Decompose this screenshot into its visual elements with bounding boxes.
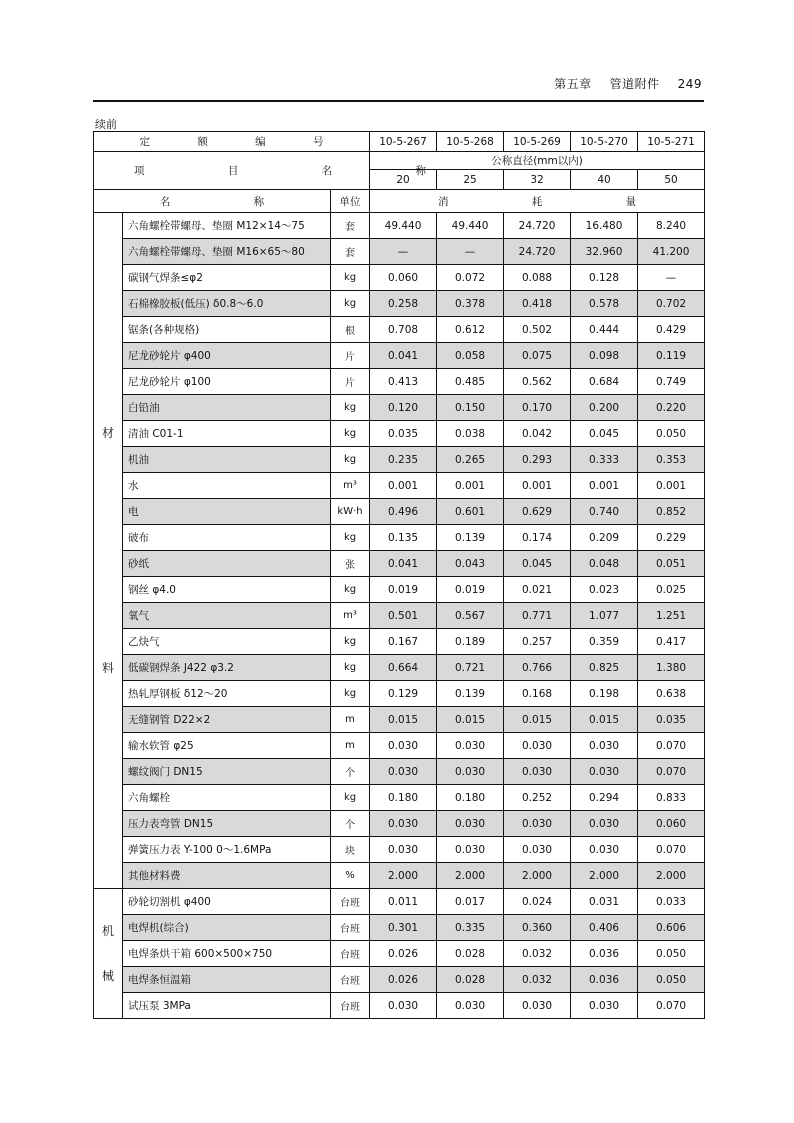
consumption-value: 0.019 bbox=[437, 577, 504, 603]
consumption-value: 0.001 bbox=[370, 473, 437, 499]
table-row bbox=[94, 967, 705, 993]
consumption-value: 0.035 bbox=[370, 421, 437, 447]
consumption-value: 0.833 bbox=[638, 785, 705, 811]
item-unit: 台班 bbox=[331, 915, 370, 941]
consumption-value: 0.120 bbox=[370, 395, 437, 421]
continued-label: 续前 bbox=[95, 118, 117, 131]
consumption-value: 0.017 bbox=[437, 889, 504, 915]
item-unit: % bbox=[331, 863, 370, 889]
item-unit: 套 bbox=[331, 213, 370, 239]
item-unit: 块 bbox=[331, 837, 370, 863]
consumption-value: 0.135 bbox=[370, 525, 437, 551]
item-name: 输水软管 φ25 bbox=[123, 733, 331, 759]
quota-code: 10-5-271 bbox=[638, 132, 705, 152]
item-name: 电焊条烘干箱 600×500×750 bbox=[123, 941, 331, 967]
consumption-value: 0.041 bbox=[370, 551, 437, 577]
item-name: 六角螺栓 bbox=[123, 785, 331, 811]
consumption-value: 24.720 bbox=[504, 213, 571, 239]
consumption-value: 0.852 bbox=[638, 499, 705, 525]
table-row bbox=[94, 525, 705, 551]
item-unit: m bbox=[331, 707, 370, 733]
item-unit: m³ bbox=[331, 603, 370, 629]
consumption-value: 0.045 bbox=[504, 551, 571, 577]
consumption-value: 0.139 bbox=[437, 525, 504, 551]
category-char: 械 bbox=[101, 968, 114, 983]
consumption-value: 0.030 bbox=[571, 759, 638, 785]
consumption-value: 0.359 bbox=[571, 629, 638, 655]
consumption-value: 0.721 bbox=[437, 655, 504, 681]
consumption-value: 0.030 bbox=[370, 759, 437, 785]
item-unit: 个 bbox=[331, 759, 370, 785]
consumption-value: 0.058 bbox=[437, 343, 504, 369]
item-name: 无缝钢管 D22×2 bbox=[123, 707, 331, 733]
consumption-value: 0.015 bbox=[437, 707, 504, 733]
consumption-value: 0.028 bbox=[437, 941, 504, 967]
diameter-label: 公称直径(mm以内) bbox=[370, 152, 705, 170]
item-name: 乙炔气 bbox=[123, 629, 331, 655]
consumption-value: 0.485 bbox=[437, 369, 504, 395]
item-unit: 个 bbox=[331, 811, 370, 837]
quota-code-row bbox=[94, 132, 705, 152]
consumption-value: 0.030 bbox=[370, 993, 437, 1019]
consumption-value: 0.001 bbox=[504, 473, 571, 499]
consumption-value: 0.496 bbox=[370, 499, 437, 525]
consumption-value: 0.771 bbox=[504, 603, 571, 629]
consumption-value: 0.612 bbox=[437, 317, 504, 343]
item-unit: 根 bbox=[331, 317, 370, 343]
item-unit: 套 bbox=[331, 239, 370, 265]
consumption-value: 0.378 bbox=[437, 291, 504, 317]
consumption-value: 0.026 bbox=[370, 941, 437, 967]
consumption-value: 0.030 bbox=[370, 811, 437, 837]
consumption-value: 0.150 bbox=[437, 395, 504, 421]
diameter-value: 25 bbox=[437, 170, 504, 190]
page-number: 249 bbox=[677, 77, 702, 91]
consumption-value: 0.030 bbox=[571, 811, 638, 837]
item-name: 砂轮切割机 φ400 bbox=[123, 889, 331, 915]
consumption-value: 0.578 bbox=[571, 291, 638, 317]
consumption-value: 0.030 bbox=[437, 811, 504, 837]
consumption-value: 0.030 bbox=[504, 733, 571, 759]
consumption-value: 32.960 bbox=[571, 239, 638, 265]
item-name: 氧气 bbox=[123, 603, 331, 629]
table-row bbox=[94, 291, 705, 317]
consumption-value: 0.562 bbox=[504, 369, 571, 395]
consumption-value: 0.235 bbox=[370, 447, 437, 473]
item-unit: 张 bbox=[331, 551, 370, 577]
item-label: 项 目 名 称 bbox=[94, 152, 370, 190]
quota-label: 定 额 编 号 bbox=[94, 132, 370, 152]
item-name: 水 bbox=[123, 473, 331, 499]
item-name: 尼龙砂轮片 φ400 bbox=[123, 343, 331, 369]
consumption-value: 0.045 bbox=[571, 421, 638, 447]
table-row bbox=[94, 499, 705, 525]
consumption-value: 0.043 bbox=[437, 551, 504, 577]
consumption-value: 0.119 bbox=[638, 343, 705, 369]
category-char: 料 bbox=[101, 660, 114, 675]
item-name: 六角螺栓带螺母、垫圈 M16×65～80 bbox=[123, 239, 331, 265]
table-row bbox=[94, 239, 705, 265]
table-row bbox=[94, 837, 705, 863]
consumption-value: 0.606 bbox=[638, 915, 705, 941]
table-row bbox=[94, 915, 705, 941]
consumption-value: 41.200 bbox=[638, 239, 705, 265]
table-row bbox=[94, 941, 705, 967]
table-row bbox=[94, 889, 705, 915]
consumption-value: 0.033 bbox=[638, 889, 705, 915]
consumption-value: 0.070 bbox=[638, 733, 705, 759]
item-name: 电 bbox=[123, 499, 331, 525]
consumption-value: 0.252 bbox=[504, 785, 571, 811]
consumption-value: 0.360 bbox=[504, 915, 571, 941]
item-unit: kg bbox=[331, 681, 370, 707]
consumption-value: 0.601 bbox=[437, 499, 504, 525]
consumption-value: 0.825 bbox=[571, 655, 638, 681]
page-header bbox=[93, 73, 704, 99]
consumption-value: — bbox=[370, 239, 437, 265]
diameter-label-row bbox=[94, 152, 705, 170]
item-unit: 台班 bbox=[331, 967, 370, 993]
consumption-value: 0.418 bbox=[504, 291, 571, 317]
table-row bbox=[94, 447, 705, 473]
consumption-value: 0.028 bbox=[437, 967, 504, 993]
consumption-value: — bbox=[437, 239, 504, 265]
item-unit: 台班 bbox=[331, 993, 370, 1019]
consumption-value: 0.070 bbox=[638, 837, 705, 863]
item-name: 白铅油 bbox=[123, 395, 331, 421]
table-row bbox=[94, 213, 705, 239]
consumption-value: 0.740 bbox=[571, 499, 638, 525]
table-row bbox=[94, 655, 705, 681]
consumption-value: 0.766 bbox=[504, 655, 571, 681]
consumption-value: 0.257 bbox=[504, 629, 571, 655]
consumption-value: 0.229 bbox=[638, 525, 705, 551]
consumption-value: 0.174 bbox=[504, 525, 571, 551]
table-row bbox=[94, 733, 705, 759]
consumption-value: 0.168 bbox=[504, 681, 571, 707]
consumption-value: 0.030 bbox=[370, 733, 437, 759]
consumption-value: 16.480 bbox=[571, 213, 638, 239]
table-row bbox=[94, 577, 705, 603]
consumption-value: 0.629 bbox=[504, 499, 571, 525]
consumption-value: 2.000 bbox=[370, 863, 437, 889]
consumption-value: 0.501 bbox=[370, 603, 437, 629]
item-name: 其他材料费 bbox=[123, 863, 331, 889]
chapter-title: 管道附件 bbox=[609, 77, 660, 91]
item-name: 清油 C01-1 bbox=[123, 421, 331, 447]
item-name: 锯条(各种规格) bbox=[123, 317, 331, 343]
table-row bbox=[94, 629, 705, 655]
consumption-value: 8.240 bbox=[638, 213, 705, 239]
category-char: 材 bbox=[101, 426, 114, 441]
consumption-value: 0.129 bbox=[370, 681, 437, 707]
quota-table bbox=[93, 131, 705, 1019]
consumption-value: 0.294 bbox=[571, 785, 638, 811]
item-unit: m bbox=[331, 733, 370, 759]
consumption-value: 0.038 bbox=[437, 421, 504, 447]
consumption-value: 0.098 bbox=[571, 343, 638, 369]
consumption-value: 0.036 bbox=[571, 941, 638, 967]
item-unit: 台班 bbox=[331, 889, 370, 915]
consumption-value: 0.026 bbox=[370, 967, 437, 993]
item-unit: 片 bbox=[331, 369, 370, 395]
consumption-value: 0.258 bbox=[370, 291, 437, 317]
table-row bbox=[94, 707, 705, 733]
chapter-label: 第五章 bbox=[554, 77, 592, 91]
table-row bbox=[94, 811, 705, 837]
unit-header: 单位 bbox=[331, 190, 370, 213]
consumption-value: 0.030 bbox=[504, 993, 571, 1019]
category-char: 机 bbox=[101, 924, 114, 939]
consumption-value: 0.638 bbox=[638, 681, 705, 707]
consumption-value: 0.664 bbox=[370, 655, 437, 681]
consumption-value: 0.031 bbox=[571, 889, 638, 915]
consumption-value: 0.684 bbox=[571, 369, 638, 395]
item-name: 砂纸 bbox=[123, 551, 331, 577]
table-row bbox=[94, 421, 705, 447]
consumption-value: 0.413 bbox=[370, 369, 437, 395]
consumption-value: 0.030 bbox=[370, 837, 437, 863]
consumption-value: 0.011 bbox=[370, 889, 437, 915]
item-name: 尼龙砂轮片 φ100 bbox=[123, 369, 331, 395]
consumption-value: 24.720 bbox=[504, 239, 571, 265]
item-unit: m³ bbox=[331, 473, 370, 499]
consumption-value: 0.001 bbox=[638, 473, 705, 499]
consumption-value: 0.301 bbox=[370, 915, 437, 941]
consumption-value: 0.035 bbox=[638, 707, 705, 733]
consumption-value: 1.251 bbox=[638, 603, 705, 629]
consumption-value: 0.030 bbox=[504, 837, 571, 863]
consumption-value: 0.032 bbox=[504, 941, 571, 967]
consumption-value: 0.180 bbox=[437, 785, 504, 811]
consumption-value: 0.042 bbox=[504, 421, 571, 447]
consumption-value: 0.048 bbox=[571, 551, 638, 577]
consumption-value: 49.440 bbox=[437, 213, 504, 239]
consumption-value: 0.567 bbox=[437, 603, 504, 629]
materials-category-label bbox=[94, 213, 123, 889]
consumption-value: 1.077 bbox=[571, 603, 638, 629]
consumption-value: 0.030 bbox=[504, 811, 571, 837]
item-name: 破布 bbox=[123, 525, 331, 551]
item-unit: kg bbox=[331, 577, 370, 603]
consumption-value: 0.030 bbox=[571, 837, 638, 863]
diameter-value: 40 bbox=[571, 170, 638, 190]
consumption-value: 0.050 bbox=[638, 941, 705, 967]
consumption-value: 0.025 bbox=[638, 577, 705, 603]
consumption-value: 0.335 bbox=[437, 915, 504, 941]
consumption-value: 0.502 bbox=[504, 317, 571, 343]
item-name: 热轧厚钢板 δ12～20 bbox=[123, 681, 331, 707]
consumption-value: 0.189 bbox=[437, 629, 504, 655]
item-name: 电焊机(综合) bbox=[123, 915, 331, 941]
item-name: 石棉橡胶板(低压) δ0.8～6.0 bbox=[123, 291, 331, 317]
item-name: 弹簧压力表 Y-100 0～1.6MPa bbox=[123, 837, 331, 863]
consumption-value: 0.220 bbox=[638, 395, 705, 421]
item-name: 钢丝 φ4.0 bbox=[123, 577, 331, 603]
item-unit: kg bbox=[331, 395, 370, 421]
item-name: 电焊条恒温箱 bbox=[123, 967, 331, 993]
item-name: 碳钢气焊条≤φ2 bbox=[123, 265, 331, 291]
consumption-value: 0.333 bbox=[571, 447, 638, 473]
table-row bbox=[94, 395, 705, 421]
consumption-value: 0.030 bbox=[437, 837, 504, 863]
table-row bbox=[94, 863, 705, 889]
machinery-category-label bbox=[94, 889, 123, 1019]
consumption-value: 0.030 bbox=[437, 759, 504, 785]
table-row bbox=[94, 265, 705, 291]
consumption-value: 0.032 bbox=[504, 967, 571, 993]
item-name: 试压泵 3MPa bbox=[123, 993, 331, 1019]
item-unit: kg bbox=[331, 785, 370, 811]
quota-code: 10-5-268 bbox=[437, 132, 504, 152]
header-text bbox=[536, 75, 702, 92]
consumption-value: 0.708 bbox=[370, 317, 437, 343]
item-name: 低碳钢焊条 J422 φ3.2 bbox=[123, 655, 331, 681]
consumption-value: 0.015 bbox=[504, 707, 571, 733]
item-unit: kg bbox=[331, 447, 370, 473]
consumption-value: 0.353 bbox=[638, 447, 705, 473]
table-row bbox=[94, 317, 705, 343]
consumption-value: 0.015 bbox=[370, 707, 437, 733]
consumption-value: 0.198 bbox=[571, 681, 638, 707]
table-row bbox=[94, 551, 705, 577]
consumption-value: 0.417 bbox=[638, 629, 705, 655]
consumption-value: 0.060 bbox=[638, 811, 705, 837]
consumption-value: 0.036 bbox=[571, 967, 638, 993]
item-unit: kg bbox=[331, 655, 370, 681]
item-name: 螺纹阀门 DN15 bbox=[123, 759, 331, 785]
consumption-value: 0.050 bbox=[638, 421, 705, 447]
consumption-value: 0.293 bbox=[504, 447, 571, 473]
consumption-value: 0.075 bbox=[504, 343, 571, 369]
table-row bbox=[94, 785, 705, 811]
consumption-header: 消 耗 量 bbox=[370, 190, 705, 213]
consumption-value: 0.072 bbox=[437, 265, 504, 291]
consumption-value: 0.702 bbox=[638, 291, 705, 317]
consumption-value: 0.429 bbox=[638, 317, 705, 343]
consumption-value: 0.030 bbox=[571, 733, 638, 759]
consumption-value: 1.380 bbox=[638, 655, 705, 681]
consumption-value: 0.265 bbox=[437, 447, 504, 473]
consumption-value: 2.000 bbox=[437, 863, 504, 889]
consumption-value: 0.070 bbox=[638, 759, 705, 785]
item-name: 压力表弯管 DN15 bbox=[123, 811, 331, 837]
consumption-value: 0.444 bbox=[571, 317, 638, 343]
consumption-value: 0.406 bbox=[571, 915, 638, 941]
table-row bbox=[94, 759, 705, 785]
table-row bbox=[94, 603, 705, 629]
table-row bbox=[94, 473, 705, 499]
item-unit: kg bbox=[331, 629, 370, 655]
consumption-value: 0.088 bbox=[504, 265, 571, 291]
consumption-value: 0.128 bbox=[571, 265, 638, 291]
consumption-value: 0.070 bbox=[638, 993, 705, 1019]
diameter-value: 32 bbox=[504, 170, 571, 190]
consumption-value: 0.024 bbox=[504, 889, 571, 915]
consumption-value: 2.000 bbox=[571, 863, 638, 889]
quota-code: 10-5-270 bbox=[571, 132, 638, 152]
item-unit: kg bbox=[331, 421, 370, 447]
column-header-row bbox=[94, 190, 705, 213]
consumption-value: — bbox=[638, 265, 705, 291]
consumption-value: 0.060 bbox=[370, 265, 437, 291]
item-unit: 片 bbox=[331, 343, 370, 369]
table-row bbox=[94, 369, 705, 395]
consumption-value: 2.000 bbox=[504, 863, 571, 889]
consumption-value: 0.180 bbox=[370, 785, 437, 811]
consumption-value: 0.051 bbox=[638, 551, 705, 577]
consumption-value: 0.170 bbox=[504, 395, 571, 421]
consumption-value: 0.001 bbox=[571, 473, 638, 499]
consumption-value: 2.000 bbox=[638, 863, 705, 889]
item-unit: kg bbox=[331, 265, 370, 291]
consumption-value: 0.041 bbox=[370, 343, 437, 369]
consumption-value: 0.200 bbox=[571, 395, 638, 421]
consumption-value: 0.019 bbox=[370, 577, 437, 603]
consumption-value: 0.167 bbox=[370, 629, 437, 655]
consumption-value: 0.749 bbox=[638, 369, 705, 395]
consumption-value: 0.050 bbox=[638, 967, 705, 993]
name-header: 名 称 bbox=[94, 190, 331, 213]
diameter-value: 50 bbox=[638, 170, 705, 190]
consumption-value: 0.015 bbox=[571, 707, 638, 733]
item-unit: kg bbox=[331, 525, 370, 551]
consumption-value: 0.021 bbox=[504, 577, 571, 603]
item-name: 六角螺栓带螺母、垫圈 M12×14～75 bbox=[123, 213, 331, 239]
consumption-value: 0.023 bbox=[571, 577, 638, 603]
table-row bbox=[94, 993, 705, 1019]
consumption-value: 0.030 bbox=[437, 733, 504, 759]
consumption-value: 0.209 bbox=[571, 525, 638, 551]
table-row bbox=[94, 343, 705, 369]
consumption-value: 49.440 bbox=[370, 213, 437, 239]
item-unit: kW·h bbox=[331, 499, 370, 525]
item-unit: 台班 bbox=[331, 941, 370, 967]
header-rule bbox=[93, 100, 704, 102]
table-row bbox=[94, 681, 705, 707]
consumption-value: 0.030 bbox=[571, 993, 638, 1019]
consumption-value: 0.001 bbox=[437, 473, 504, 499]
quota-code: 10-5-267 bbox=[370, 132, 437, 152]
diameter-value: 20 bbox=[370, 170, 437, 190]
consumption-value: 0.030 bbox=[437, 993, 504, 1019]
consumption-value: 0.030 bbox=[504, 759, 571, 785]
item-name: 机油 bbox=[123, 447, 331, 473]
quota-code: 10-5-269 bbox=[504, 132, 571, 152]
consumption-value: 0.139 bbox=[437, 681, 504, 707]
item-unit: kg bbox=[331, 291, 370, 317]
